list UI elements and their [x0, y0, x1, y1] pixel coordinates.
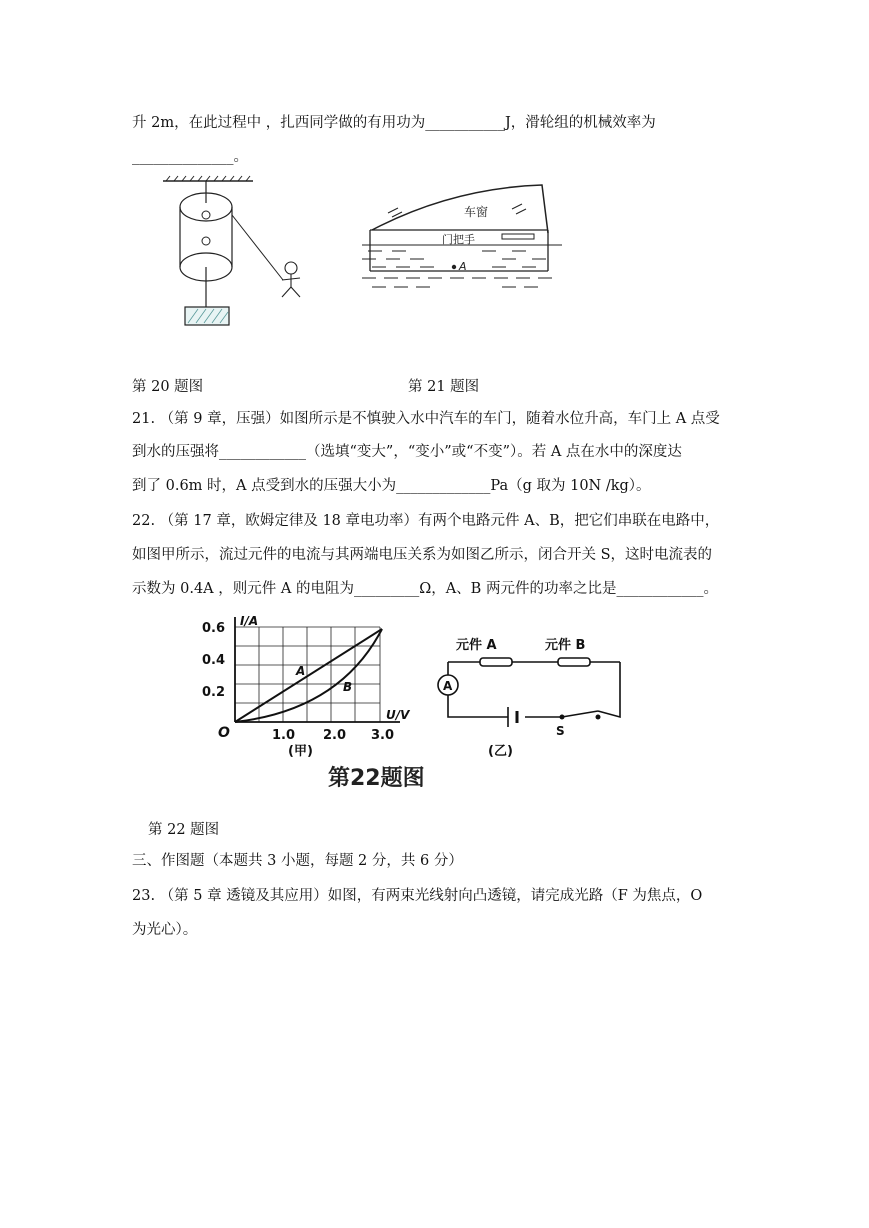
y-axis-label: I/A	[240, 615, 259, 628]
text-line-3: 21. （第 9 章，压强）如图所示是不慎驶入水中汽车的车门，随着水位升高，车门上 A 点受	[132, 411, 720, 427]
text-line-1: 升 2m，在此过程中 ，扎西同学做的有用功为___________J，滑轮组的机械效率为	[132, 115, 656, 131]
origin-label: O	[218, 725, 230, 741]
ammeter-label: A	[443, 679, 453, 693]
car-window-label: 车窗	[464, 205, 489, 219]
x-axis-label: U/V	[386, 708, 410, 722]
caption-figure-21: 第 21 题图	[408, 379, 480, 395]
caption-figure-20: 第 20 题图	[132, 379, 204, 395]
circuit-caption: (乙)	[488, 744, 513, 759]
caption-figure-22: 第 22 题图	[148, 822, 220, 838]
x-tick-1.0: 1.0	[272, 728, 296, 743]
y-tick-0.2: 0.2	[202, 685, 226, 700]
figure-20-pulley	[158, 175, 328, 330]
text-line-11: 为光心）。	[132, 922, 198, 938]
point-a-label: A	[459, 260, 467, 273]
figure-22-title: 第22题图	[328, 766, 425, 790]
text-line-4: 到水的压强将____________（选填“变大”，“变小”或“不变”）。若 A 点在水中的深度达	[132, 444, 682, 460]
x-tick-3.0: 3.0	[371, 728, 395, 743]
text-line-10: 23. （第 5 章 透镜及其应用）如图，有两束光线射向凸透镜，请完成光路（F 为焦点，O	[132, 888, 703, 904]
text-line-8: 示数为 0.4A ，则元件 A 的电阻为_________Ω，A、B 两元件的功率之比是____________。	[132, 581, 718, 597]
element-a-label: 元件 A	[456, 638, 497, 653]
curve-a	[235, 629, 382, 722]
graph-caption: (甲)	[288, 744, 313, 759]
x-tick-2.0: 2.0	[323, 728, 347, 743]
text-line-6: 22. （第 17 章，欧姆定律及 18 章电功率）有两个电路元件 A、B，把它们串联在电路中，	[132, 513, 720, 529]
curve-a-label: A	[296, 664, 306, 678]
figure-22	[190, 615, 630, 790]
y-tick-0.4: 0.4	[202, 653, 226, 668]
text-line-5: 到了 0.6m 时，A 点受到水的压强大小为_____________Pa（g 取为 10N /kg）。	[132, 478, 651, 494]
text-line-9: 三、作图题（本题共 3 小题，每题 2 分，共 6 分）	[132, 853, 463, 869]
element-b-label: 元件 B	[545, 638, 586, 653]
switch-label: S	[556, 724, 565, 738]
figure-21-car-door	[362, 183, 562, 298]
y-tick-0.6: 0.6	[202, 621, 226, 636]
text-line-7: 如图甲所示，流过元件的电流与其两端电压关系为如图乙所示，闭合开关 S，这时电流表的	[132, 547, 713, 563]
text-line-2: ______________。	[132, 149, 248, 165]
curve-b-label: B	[343, 680, 353, 694]
door-handle-label: 门把手	[442, 233, 475, 246]
